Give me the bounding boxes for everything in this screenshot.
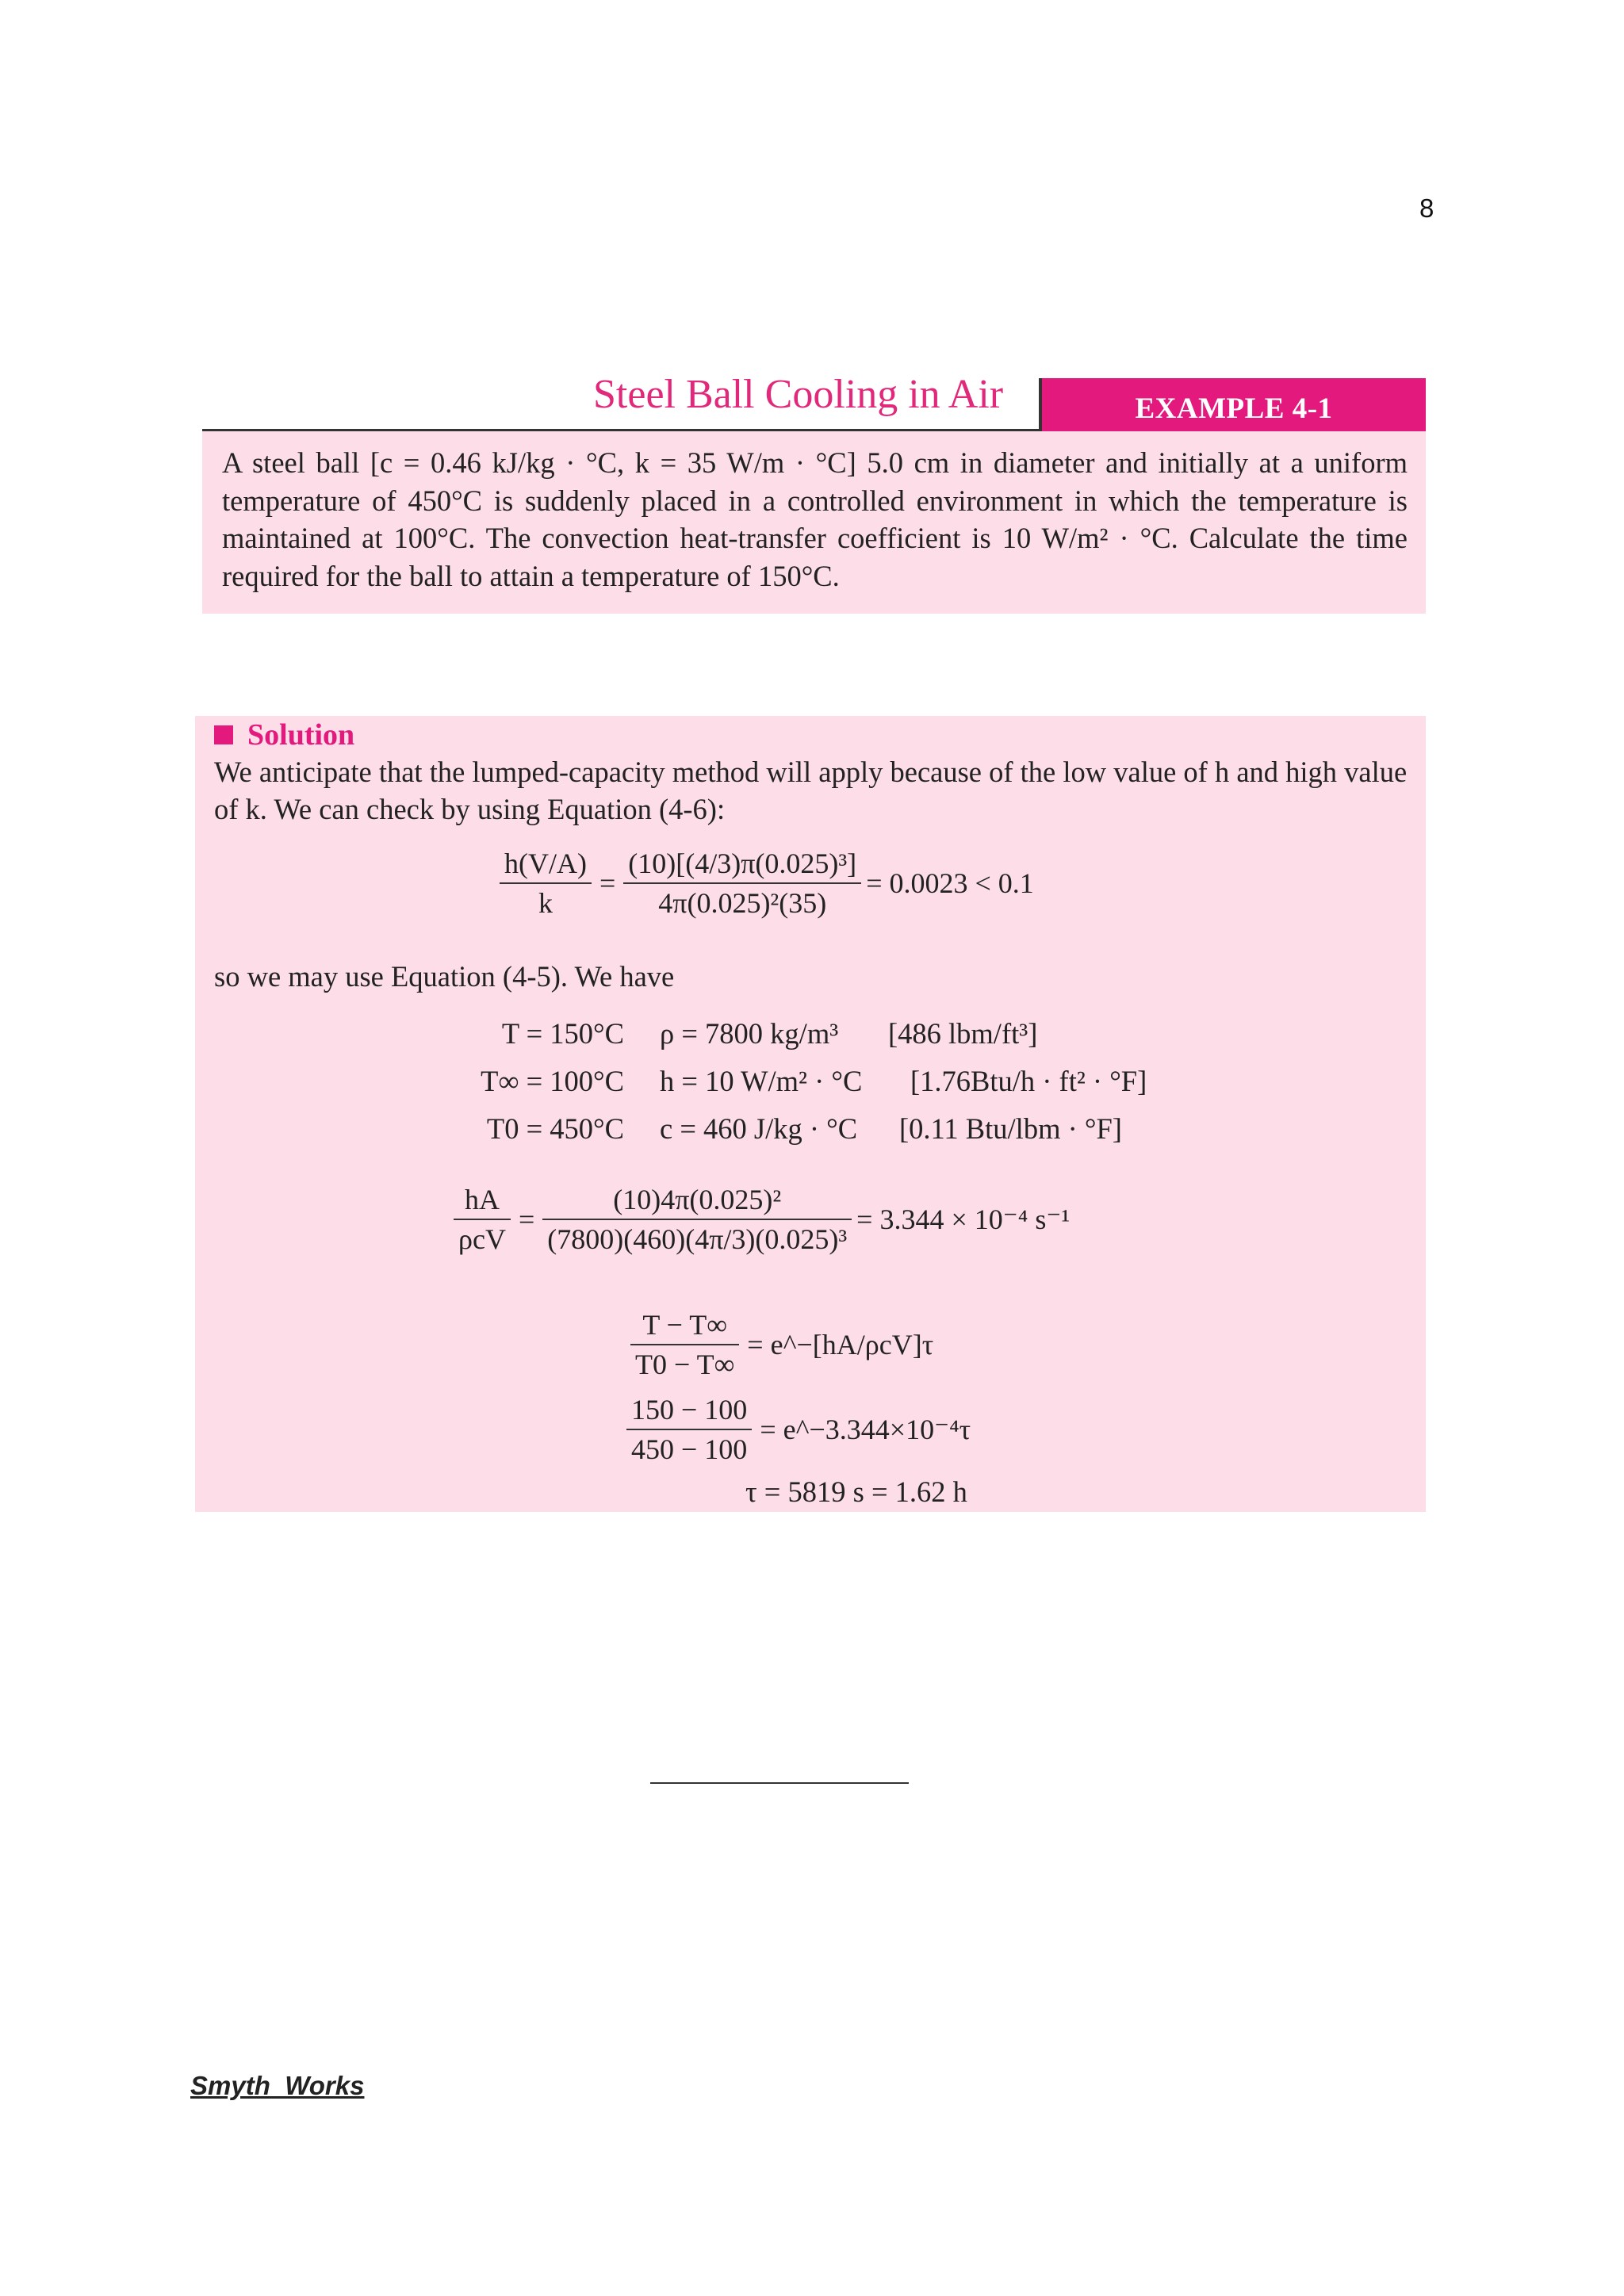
fraction [542,1183,852,1256]
denominator: (7800)(460)(4π/3)(0.025)³ [547,1223,848,1255]
equation-result-time: τ = 5819 s = 1.62 h [745,1475,967,1508]
denominator: k [538,887,553,919]
result: = 0.0023 < 0.1 [866,867,1034,899]
denominator: T0 − T∞ [635,1349,735,1380]
problem-statement: A steel ball [c = 0.46 kJ/kg · °C, k = 35 W/m · °C] 5.0 cm in diameter and initially at a uniform temperature of 450°C is suddenly placed in a controlled environment in which the temperature is maintained at 100°C. The convection heat-transfer coefficient is 10 W/m² · °C. Calculate the time required for the ball to attain a temperature of 150°C. [222,446,1408,592]
equation-time-constant: $\frac{hA}{\text{ρcV}}$ = $\frac{\text{(10)4π(0.025)²}}{\text{(7800)(460)(4π/3)(0.025)³}}$ = 3.344 × 10⁻⁴ s⁻¹ [454,1183,1070,1256]
given-initial-temperature: T0 = 450°C [486,1112,624,1145]
solution-heading: Solution [214,718,354,752]
numerator: hA [464,1184,500,1215]
numerator: (10)[(4/3)π(0.025)³] [628,848,857,879]
denominator: ρcV [458,1223,506,1255]
page-number: 8 [1419,193,1434,223]
numerator: (10)4π(0.025)² [613,1184,782,1215]
numerator: 150 − 100 [631,1394,748,1425]
solution-intro: We anticipate that the lumped-capacity method will apply because of the low value of h and high value of k. We can check by using Equation (4-6): [214,756,1408,825]
given-density-english: [486 lbm/ft³] [888,1017,1038,1050]
exponential: = e^−[hA/ρcV]τ [747,1329,934,1360]
denominator: 450 − 100 [631,1433,748,1465]
exponential: = e^−3.344×10⁻⁴τ [760,1414,971,1445]
given-density: ρ = 7800 kg/m³ [660,1017,839,1050]
given-temperature: T = 150°C [501,1017,624,1050]
given-specific-heat-english: [0.11 Btu/lbm · °F] [899,1112,1122,1145]
fraction [630,1308,739,1381]
footnote-rule [650,1782,909,1784]
equation-substitution [626,1393,971,1466]
example-badge: EXAMPLE 4-1 [1039,378,1426,431]
given-specific-heat: c = 460 J/kg · °C [660,1112,858,1145]
bullet-square-icon [214,725,233,744]
numerator: T − T∞ [642,1309,727,1341]
given-h-english: [1.76Btu/h · ft² · °F] [910,1065,1147,1097]
solution-mid-text: so we may use Equation (4-5). We have [214,960,675,993]
result: = 3.344 × 10⁻⁴ s⁻¹ [856,1203,1071,1235]
footer-brand: Smyth_Works [190,2071,365,2100]
equation-biot-check: $\frac{h(V/A)}{k}$ = $\frac{\text{(10)[(4/3)π(0.025)³]}}{\text{4π(0.025)²(35)}}$ = 0.0023 < 0.1 [500,847,1034,920]
given-h-coefficient: h = 10 W/m² · °C [660,1065,863,1097]
fraction [500,847,592,920]
fraction [626,1393,752,1466]
fraction [454,1183,511,1256]
denominator: 4π(0.025)²(35) [658,887,827,919]
fraction [623,847,861,920]
numerator: h(V/A) [504,848,587,879]
example-title: Steel Ball Cooling in Air [593,372,1004,417]
given-ambient-temperature: T∞ = 100°C [481,1065,624,1097]
equation-temperature-ratio [630,1308,933,1381]
